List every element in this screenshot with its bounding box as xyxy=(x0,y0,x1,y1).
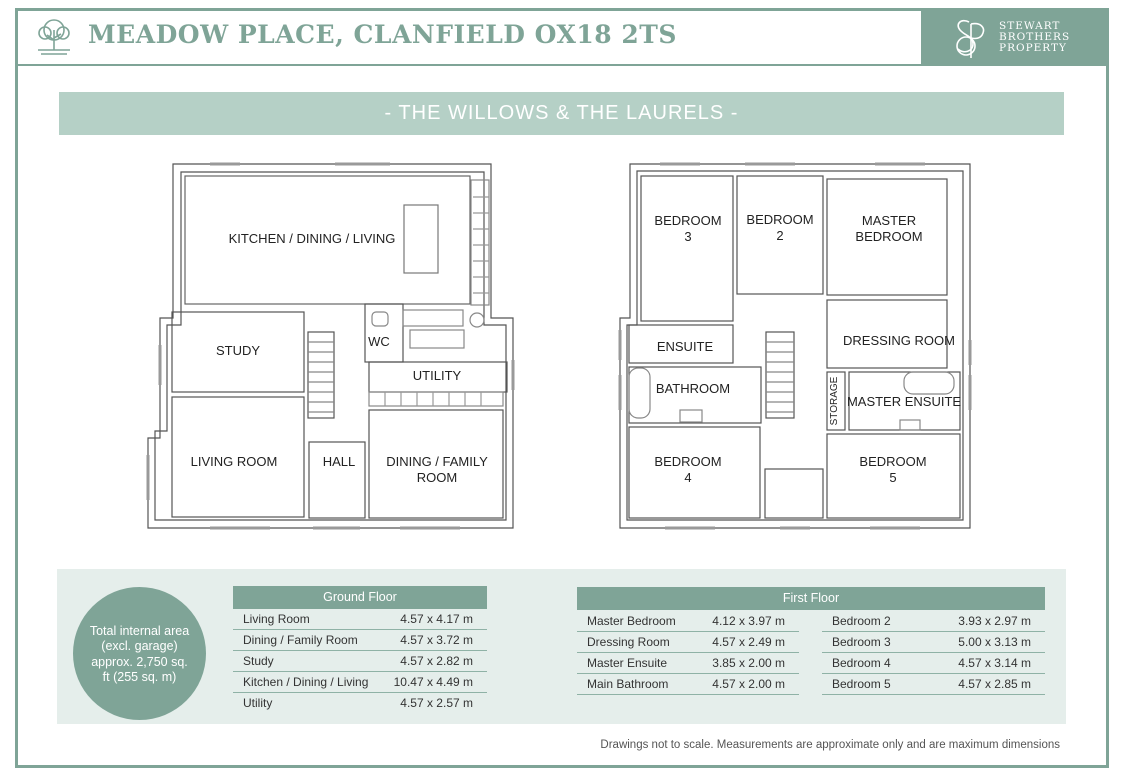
room-name: Master Ensuite xyxy=(587,656,668,670)
room-bedroom-5-line2: 5 xyxy=(889,470,897,485)
room-name: Bedroom 2 xyxy=(832,614,891,628)
room-name: Master Bedroom xyxy=(587,614,676,628)
table-row xyxy=(577,653,799,674)
table-row xyxy=(233,672,487,693)
room-name: Utility xyxy=(243,696,273,710)
room-name: Dressing Room xyxy=(587,635,670,649)
table-row xyxy=(577,632,799,653)
ground-floor-plan xyxy=(148,164,513,528)
room-size: 4.12 x 3.97 m xyxy=(712,614,785,628)
room-size: 4.57 x 2.82 m xyxy=(400,654,473,668)
first-floor-table-left xyxy=(577,611,799,695)
room-bedroom-4-line2: 4 xyxy=(684,470,692,485)
room-size: 4.57 x 2.49 m xyxy=(712,635,785,649)
room-name: Bedroom 5 xyxy=(832,677,891,691)
table-row xyxy=(822,611,1045,632)
room-study: STUDY xyxy=(215,343,261,358)
room-name: Study xyxy=(243,654,274,668)
brand-line-1: STEWART xyxy=(999,20,1061,32)
table-row xyxy=(233,630,487,651)
room-master-bedroom-line2: BEDROOM xyxy=(855,229,923,244)
table-row xyxy=(233,693,487,714)
room-name: Living Room xyxy=(243,612,310,626)
room-name: Kitchen / Dining / Living xyxy=(243,675,369,689)
room-dining-family-line1: DINING / FAMILY xyxy=(386,454,488,469)
room-bedroom-5-line1: BEDROOM xyxy=(859,454,927,469)
room-living-room: LIVING ROOM xyxy=(190,454,278,469)
room-bedroom-4-line1: BEDROOM xyxy=(654,454,722,469)
room-kitchen-dining-living: KITCHEN / DINING / LIVING xyxy=(228,231,396,246)
ground-floor-title: Ground Floor xyxy=(233,586,487,609)
table-row xyxy=(822,653,1045,674)
room-name: Dining / Family Room xyxy=(243,633,358,647)
disclaimer: Drawings not to scale. Measurements are approximate only and are maximum dimensions xyxy=(600,739,1060,751)
table-row xyxy=(233,609,487,630)
room-dining-family-line2: ROOM xyxy=(416,470,458,485)
table-row xyxy=(822,674,1045,695)
first-floor-title: First Floor xyxy=(577,587,1045,610)
room-bedroom-3-line2: 3 xyxy=(684,229,692,244)
table-row xyxy=(822,632,1045,653)
room-size: 4.57 x 2.57 m xyxy=(400,696,473,710)
room-wc: WC xyxy=(368,334,390,349)
total-area-text: Total internal area (excl. garage) approx. 2,750 sq. ft (255 sq. m) xyxy=(89,623,190,684)
table-row xyxy=(233,651,487,672)
room-bathroom: BATHROOM xyxy=(655,381,731,396)
room-size: 4.57 x 4.17 m xyxy=(400,612,473,626)
room-dressing-room: DRESSING ROOM xyxy=(843,333,955,348)
ground-floor-table xyxy=(233,586,487,714)
brand-line-2: BROTHERS xyxy=(999,31,1071,43)
house-type-banner: - THE WILLOWS & THE LAURELS - xyxy=(59,92,1064,135)
room-size: 3.85 x 2.00 m xyxy=(712,656,785,670)
room-bedroom-3-line1: BEDROOM xyxy=(654,213,722,228)
room-utility: UTILITY xyxy=(412,368,462,383)
room-master-bedroom-line1: MASTER xyxy=(861,213,917,228)
room-size: 4.57 x 3.72 m xyxy=(400,633,473,647)
room-size: 10.47 x 4.49 m xyxy=(393,675,473,689)
total-area-badge xyxy=(73,587,206,720)
room-master-ensuite: MASTER ENSUITE xyxy=(846,394,962,409)
room-ensuite: ENSUITE xyxy=(656,339,714,354)
room-size: 3.93 x 2.97 m xyxy=(958,614,1031,628)
table-row xyxy=(577,611,799,632)
room-hall: HALL xyxy=(322,454,356,469)
room-name: Main Bathroom xyxy=(587,677,669,691)
first-floor-table-right xyxy=(822,611,1045,695)
brand-line-3: PROPERTY xyxy=(999,42,1067,54)
room-name: Bedroom 3 xyxy=(832,635,891,649)
room-name: Bedroom 4 xyxy=(832,656,891,670)
room-storage: STORAGE xyxy=(829,376,840,426)
room-size: 4.57 x 2.00 m xyxy=(712,677,785,691)
room-size: 5.00 x 3.13 m xyxy=(958,635,1031,649)
room-size: 4.57 x 2.85 m xyxy=(958,677,1031,691)
property-address: MEADOW PLACE, CLANFIELD OX18 2TS xyxy=(88,20,677,49)
room-bedroom-2-line1: BEDROOM xyxy=(746,212,814,227)
room-size: 4.57 x 3.14 m xyxy=(958,656,1031,670)
table-row xyxy=(577,674,799,695)
room-bedroom-2-line2: 2 xyxy=(776,228,784,243)
